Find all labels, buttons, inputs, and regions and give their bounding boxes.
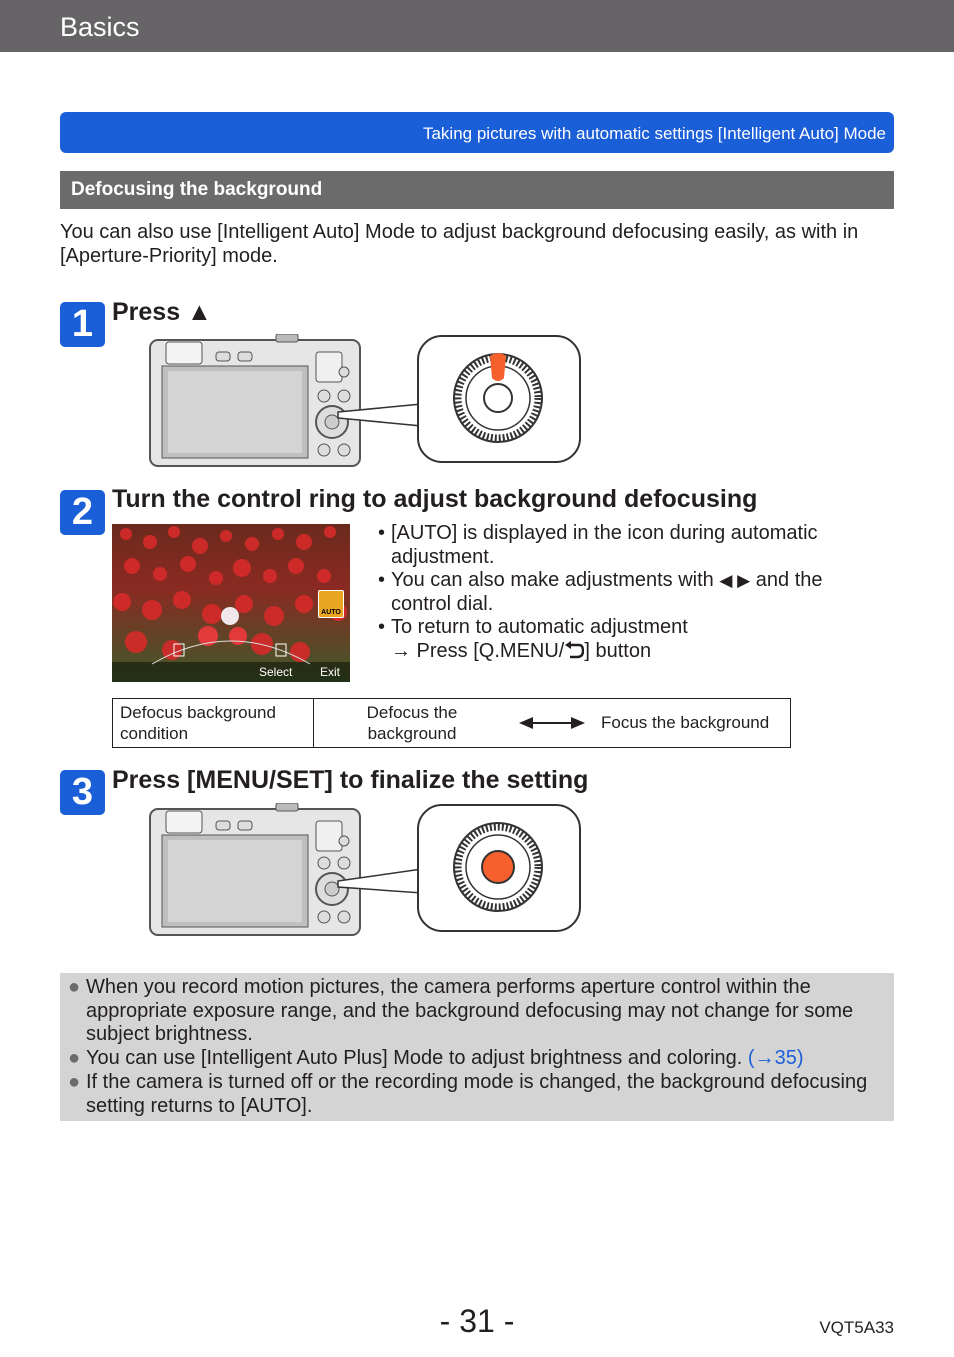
menu-set-button-highlight: [482, 851, 514, 883]
step-1-title: Press ▲: [112, 298, 212, 326]
defocus-slider-arc: [112, 624, 350, 674]
camera-body: [150, 334, 360, 466]
defocus-condition-label: Defocus background condition: [113, 699, 314, 747]
model-code: VQT5A33: [819, 1318, 894, 1337]
defocus-left-label: Defocus the background: [366, 703, 458, 743]
control-dial-zoom: [418, 336, 580, 462]
step-1-number: 1: [60, 302, 105, 347]
step-3-title: Press [MENU/SET] to finalize the setting: [112, 766, 589, 794]
bullet-dot-icon: ●: [68, 1047, 81, 1069]
camera-back-illustration-step1: [146, 334, 586, 470]
select-label: Select: [259, 665, 293, 679]
control-dial-zoom: [418, 805, 580, 931]
page-number: - 31 -: [439, 1303, 515, 1339]
double-arrow-icon: [519, 715, 585, 731]
lcd-preview-screen: [112, 524, 350, 682]
camera-back-illustration-step3: [146, 803, 586, 939]
note-item: ● You can use [Intelligent Auto Plus] Mode to adjust brightness and coloring. (→35): [68, 1047, 804, 1069]
bullet-item: • You can also make adjustments with ◀ ▶ and the control dial.: [378, 569, 823, 615]
defocus-right-label: Focus the background: [601, 713, 770, 732]
section-title: Defocusing the background: [71, 179, 323, 200]
step-3-number: 3: [60, 770, 105, 815]
note-item: ● When you record motion pictures, the camera performs aperture control within the appropriate exposure range, and the background defocusing may not change for some subject brightness.: [68, 976, 854, 1045]
step-2-number: 2: [60, 490, 105, 535]
up-button-highlight: [490, 353, 506, 381]
chapter-title: Taking pictures with automatic settings [Intelligent Auto] Mode: [422, 124, 886, 143]
header-title: Basics: [60, 12, 140, 42]
camera-body: [150, 803, 360, 935]
section-heading: [60, 171, 894, 209]
bullet-item: • [AUTO] is displayed in the icon during automatic adjustment.: [378, 522, 818, 568]
bullet-dot-icon: ●: [68, 1071, 81, 1093]
step2-bullets: [378, 522, 878, 663]
exit-label: Exit: [320, 665, 341, 679]
return-arrow-icon: [564, 641, 584, 659]
note-item: ● If the camera is turned off or the recording mode is changed, the background defocusing setting returns to [AUTO].: [68, 1071, 868, 1117]
page-reference-link[interactable]: (→35): [747, 1047, 804, 1069]
bullet-dot-icon: ●: [68, 976, 81, 998]
intro-paragraph: You can also use [Intelligent Auto] Mode to adjust background defocusing easily, as with in [Aperture-Priority] mode.: [60, 221, 859, 267]
header-bar: [0, 0, 954, 52]
defocus-table: [112, 698, 791, 748]
chapter-bar: [60, 112, 894, 153]
left-right-arrows-icon: ◀ ▶: [719, 571, 751, 590]
step-2-title: Turn the control ring to adjust background defocusing: [112, 485, 758, 513]
auto-defocus-icon: [318, 590, 344, 618]
bullet-item: • To return to automatic adjustment → Press [Q.MENU/ ] button: [378, 616, 688, 662]
auto-badge: AUTO: [321, 609, 341, 616]
notes-box: [60, 973, 894, 1121]
